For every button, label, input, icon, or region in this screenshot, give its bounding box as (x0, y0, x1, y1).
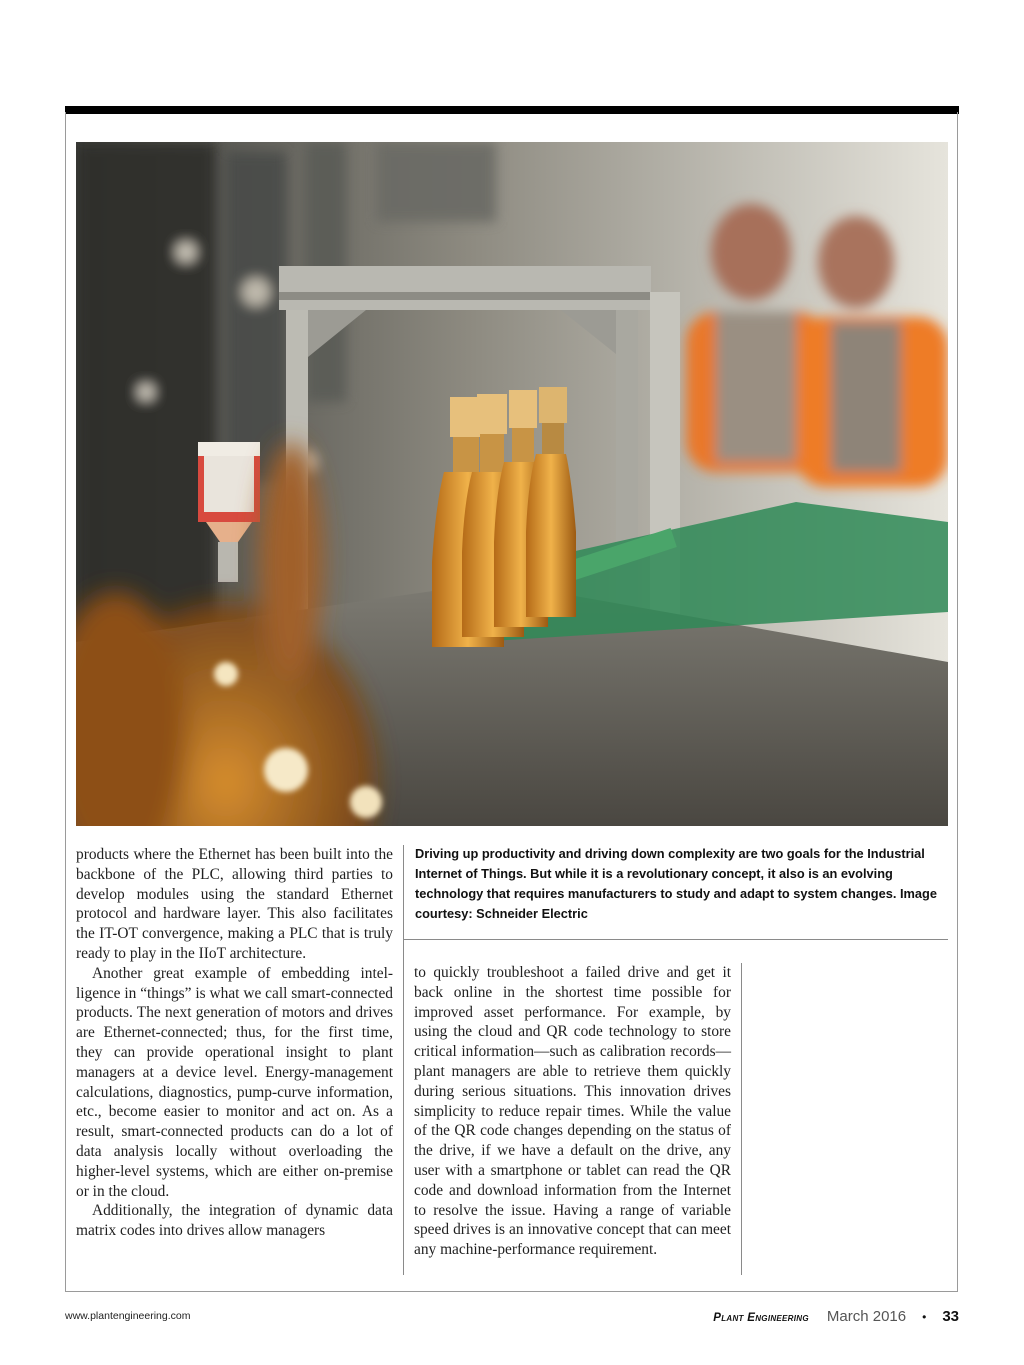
column-divider (741, 963, 742, 1275)
page-footer (0, 1308, 1024, 1330)
paragraph: to quickly troubleshoot a failed drive and get it back online in the shortest time possible for improved asset performance. For example, by using the cloud and QR code technology to store critical information—such as calibration records—plant managers are able to retrieve them quickly during serious situations. This innovation drives simplicity to reduce repair times. While the value of the QR code changes depending on the status of the drive, if we have a default on the drive, any user with a smartphone or tablet can read the QR code and download information from the Internet to resolve the issue. Having a range of variable speed drives is an innovative concept that can meet any machine-performance requirement. (414, 964, 731, 1259)
article-column-1 (76, 845, 393, 1241)
caption-divider (404, 939, 948, 940)
page-number: 33 (942, 1308, 959, 1325)
article-photo (76, 142, 948, 826)
issue-date: March 2016 (826, 1308, 907, 1325)
article-column-2 (414, 963, 731, 1260)
paragraph: products where the Ethernet has been built into the backbone of the PLC, allowing third parties to develop modules using the standard Ethernet protocol and hardware layer. This also facilitates the IT-OT convergence, making a PLC that is truly ready to play in the IIoT architecture. (76, 846, 393, 962)
footer-url[interactable]: www.plantengineering.com (65, 1310, 191, 1322)
paragraph: Another great example of embedding intelligence in “things” is what we call smart-connected products. The next generation of motors and drives are Ethernet-connected; thus, for the first time, they can provide operational insight to plant managers at a device level. Energy-management calculations, diagnostics, pump-curve information, etc., become easier to monitor and act on. As a result, smart-connected products can do a lot of data analysis locally without overloading the higher-level systems, which are either on-premise or in the cloud. (76, 964, 393, 1200)
paragraph: Additionally, the integration of dynamic data matrix codes into drives allow managers (76, 1202, 393, 1240)
footer-folio (713, 1308, 959, 1325)
photo-caption: Driving up productivity and driving down complexity are two goals for the Industrial Internet of Things. But while it is a revolutionary concept, it also is an evolving technology that requires manufacturers to study and adapt to system changes. Image courtesy: Schneider Electric (415, 846, 937, 921)
column-divider (403, 845, 404, 1275)
publication-name: Plant Engineering (713, 1312, 809, 1324)
separator-bullet: • (922, 1310, 927, 1324)
